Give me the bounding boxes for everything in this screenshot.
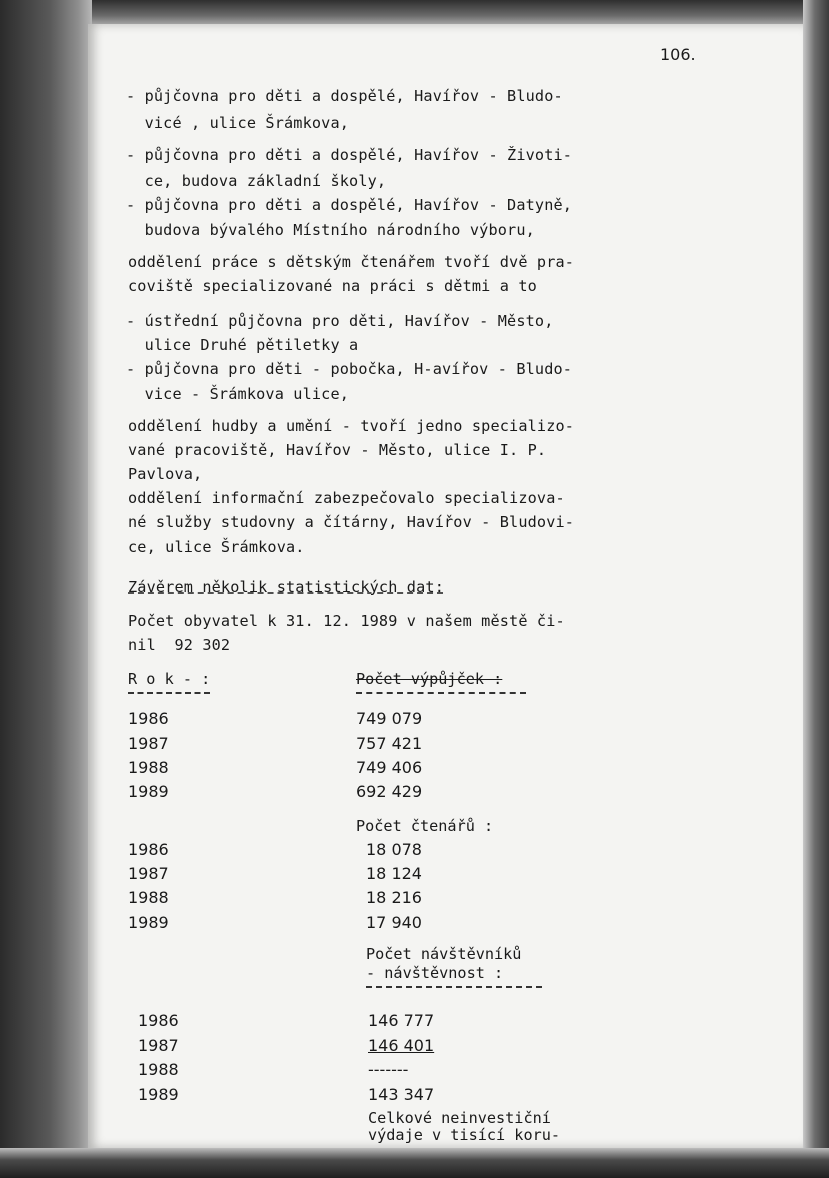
- readers-value: 18 124: [366, 864, 422, 883]
- paragraph-line: coviště specializované na práci s dětmi a to: [128, 277, 537, 295]
- paragraph-line: né služby studovny a čítárny, Havířov - Bludovi-: [128, 513, 575, 531]
- bullet-line: ulice Druhé pětiletky a: [126, 336, 359, 354]
- header-rule: [128, 692, 210, 694]
- loans-year: 1988: [128, 758, 169, 777]
- population-line: nil 92 302: [128, 636, 231, 654]
- scan-bottom-edge: [0, 1148, 829, 1178]
- bullet-line: - půjčovna pro děti a dospělé, Havířov - Životi-: [126, 146, 573, 164]
- header-rule: [366, 986, 542, 988]
- paragraph-line: Pavlova,: [128, 465, 203, 483]
- visitors-year: 1989: [138, 1085, 179, 1104]
- bullet-line: vicé , ulice Šrámkova,: [126, 114, 350, 132]
- visitors-value: 146 401: [368, 1036, 435, 1055]
- loans-year: 1989: [128, 782, 169, 801]
- bullet-line: - ústřední půjčovna pro děti, Havířov - Město,: [126, 312, 554, 330]
- visitors-value: 143 347: [368, 1085, 435, 1104]
- paragraph-line: ce, ulice Šrámkova.: [128, 538, 305, 556]
- loans-column-header: Počet výpůjček :: [356, 670, 503, 688]
- population-line: Počet obyvatel k 31. 12. 1989 v našem městě či-: [128, 612, 565, 630]
- visitors-header: Počet návštěvníků: [366, 945, 522, 963]
- loans-value: 757 421: [356, 734, 423, 753]
- visitors-year: 1986: [138, 1011, 179, 1030]
- readers-year: 1988: [128, 888, 169, 907]
- scan-top-edge: [0, 0, 829, 26]
- readers-year: 1986: [128, 840, 169, 859]
- bullet-line: - půjčovna pro děti - pobočka, H-avířov - Bludo-: [126, 360, 573, 378]
- header-rule: [356, 692, 526, 694]
- paragraph-line: vané pracoviště, Havířov - Město, ulice I. P.: [128, 441, 547, 459]
- loans-year: 1986: [128, 709, 169, 728]
- bullet-line: - půjčovna pro děti a dospělé, Havířov - Bludo-: [126, 87, 563, 105]
- readers-header: Počet čtenářů :: [356, 817, 494, 835]
- bullet-line: ce, budova základní školy,: [126, 172, 387, 190]
- paragraph-line: oddělení informační zabezpečovalo specializova-: [128, 489, 565, 507]
- expenses-header: Celkové neinvestiční: [368, 1109, 551, 1127]
- page-number: 106.: [660, 45, 696, 64]
- paragraph-line: oddělení práce s dětským čtenářem tvoří dvě pra-: [128, 253, 575, 271]
- scan-right-edge: [803, 0, 829, 1178]
- bullet-line: - půjčovna pro děti a dospělé, Havířov - Datyně,: [126, 196, 573, 214]
- visitors-value: -------: [368, 1060, 409, 1079]
- book-spine-shadow: [0, 0, 92, 1178]
- paragraph-line: oddělení hudby a umění - tvoří jedno specializo-: [128, 417, 575, 435]
- readers-year: 1989: [128, 913, 169, 932]
- loans-value: 749 079: [356, 709, 423, 728]
- readers-value: 18 216: [366, 888, 422, 907]
- visitors-value: 146 777: [368, 1011, 435, 1030]
- year-column-header: R o k - :: [128, 670, 211, 688]
- loans-year: 1987: [128, 734, 169, 753]
- stats-heading: Závěrem několik statistických dat:: [128, 578, 444, 596]
- visitors-year: 1987: [138, 1036, 179, 1055]
- loans-value: 749 406: [356, 758, 423, 777]
- readers-value: 17 940: [366, 913, 422, 932]
- visitors-header: - návštěvnost :: [366, 964, 504, 982]
- bullet-line: vice - Šrámkova ulice,: [126, 385, 350, 403]
- loans-value: 692 429: [356, 782, 423, 801]
- readers-value: 18 078: [366, 840, 422, 859]
- expenses-header: výdaje v tisící koru-: [368, 1126, 561, 1144]
- readers-year: 1987: [128, 864, 169, 883]
- visitors-year: 1988: [138, 1060, 179, 1079]
- bullet-line: budova bývalého Místního národního výboru,: [126, 221, 535, 239]
